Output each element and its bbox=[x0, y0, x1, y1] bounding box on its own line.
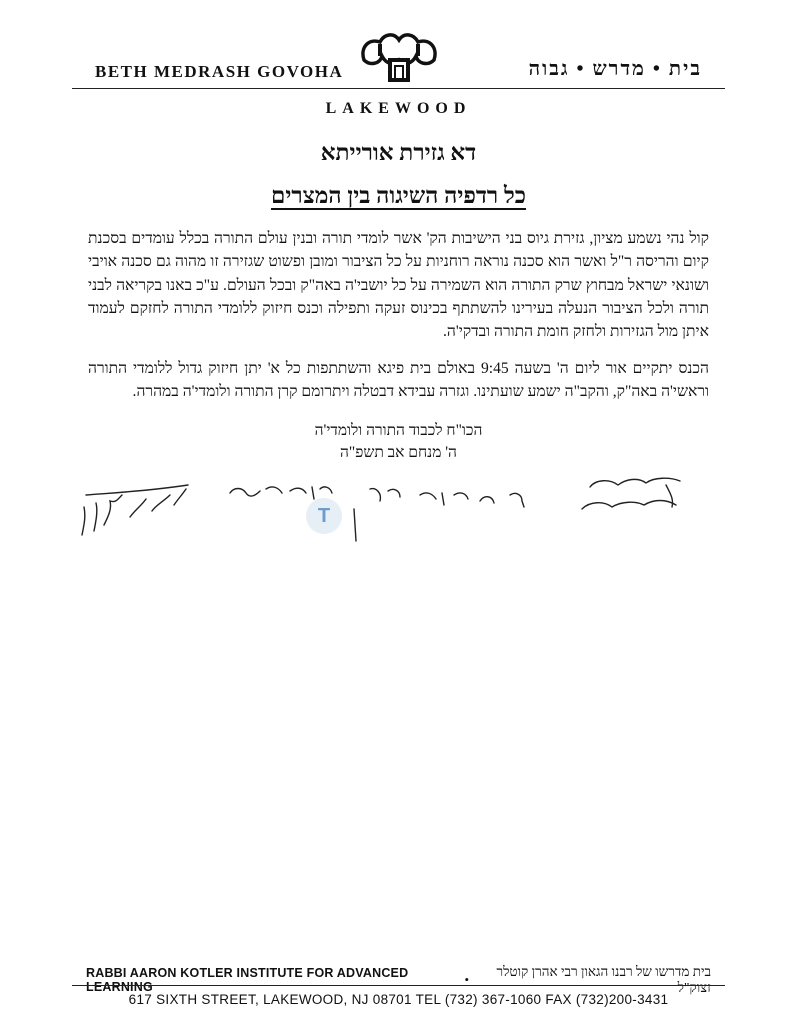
subheadline bbox=[0, 183, 797, 209]
institution-name-hebrew: בית • מדרש • גבוה bbox=[528, 58, 702, 80]
headline: דא גזירת אורייתא bbox=[320, 140, 477, 165]
institute-name-hebrew: בית מדרשו של רבנו הגאון רבי אהרן קוטלר זצוק"ל bbox=[496, 964, 711, 995]
institution-name-english: BETH MEDRASH GOVOHA bbox=[95, 62, 344, 81]
signature-2 bbox=[230, 487, 524, 541]
header-divider bbox=[72, 88, 725, 89]
signature-1 bbox=[82, 485, 188, 535]
crown-logo-icon bbox=[358, 30, 440, 85]
footer-divider bbox=[72, 985, 725, 986]
footer-address: 617 SIXTH STREET, LAKEWOOD, NJ 08701 TEL (732) 367-1060 FAX (732)200-3431 bbox=[128, 992, 669, 1007]
footer-bullet: • bbox=[464, 972, 469, 987]
body-paragraph-2: הכנס יתקיים אור ליום ה' בשעה 9:45 באולם בית פיגא והשתתפות כל א' יתן חיזוק גדול ללומדי התורה וראשי'ה באה"ק, והקב"ה ישמע שועתינו. וגזרה עבידא דבטלה ויתרומם קרן התורה ולומדי'ה במהרה. bbox=[88, 360, 709, 401]
watermark-stamp-icon: T bbox=[306, 498, 342, 534]
city-name: LAKEWOOD bbox=[325, 100, 472, 117]
date-line: ה' מנחם אב תשפ"ה bbox=[340, 444, 457, 461]
institute-name-english: RABBI AARON KOTLER INSTITUTE FOR ADVANCED LEARNING bbox=[86, 966, 409, 994]
body-paragraph-1: קול נהי נשמע מציון, גזירת גיוס בני הישיבות הק' אשר לומדי תורה ובנין עולם התורה בכלל עומדים בסכנת קיום והריסה ר"ל ואשר הוא סכנה נוראה רוחניות על כל הציבור ומובן ופשוט שגזירה זו מהוה גם סכנה אויבי ושונאי ישראל מבחוץ שרק התורה הוא השמירה על כל יושבי'ה באה"ק ובכל העולם. ע"כ באנו בקריאה לבני תורה ולכל הציבור הנעלה בעירינו להשתתף בכינוס זעקה ותפילה וכנס חיזוק ללומדי התורה לחזקם לעמוד איתן מול הגזירות ולחזק חומת התורה ובדקי'ה. bbox=[88, 230, 709, 341]
subheadline-text: כל רדפיה השיגוה בין המצרים bbox=[271, 183, 526, 208]
closing-line: הכו"ח לכבוד התורה ולומדי'ה bbox=[314, 422, 483, 439]
signature-3 bbox=[582, 478, 680, 509]
signatures-area bbox=[70, 465, 730, 545]
